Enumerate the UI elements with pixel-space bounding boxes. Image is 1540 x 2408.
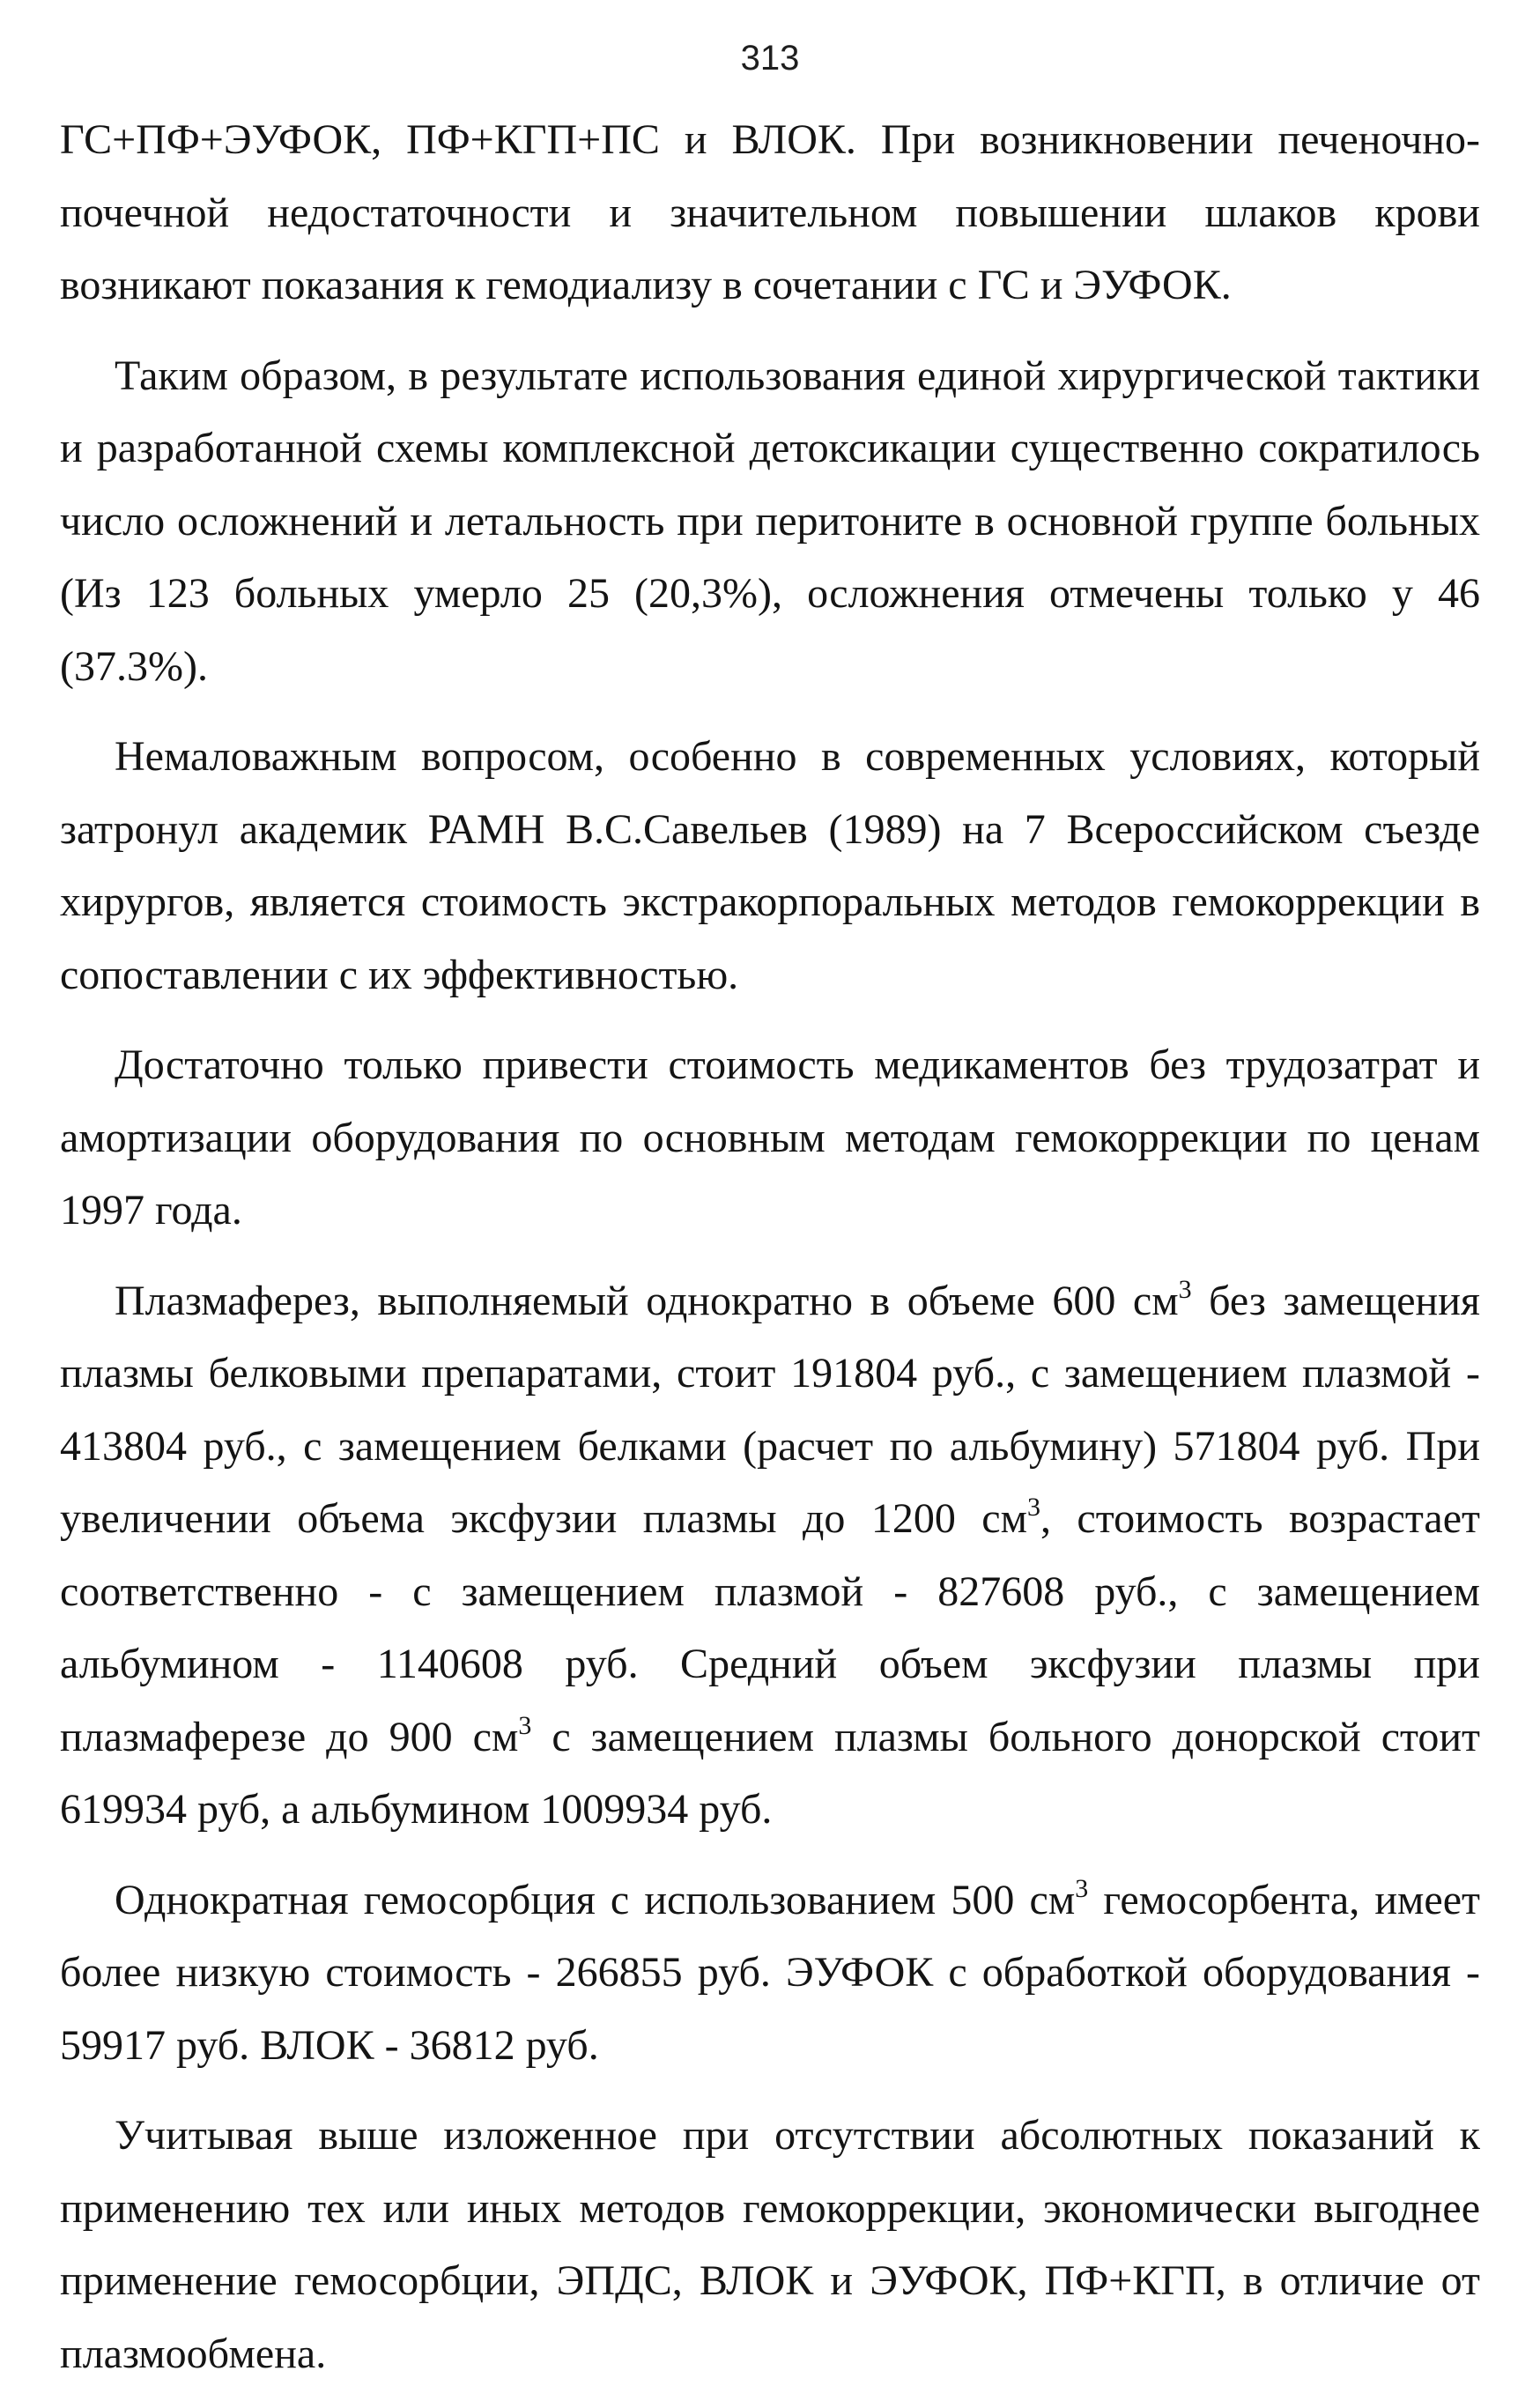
page-number: 313: [740, 39, 800, 78]
text-run: Достаточно только привести стоимость медикаментов без трудозатрат и амортизации оборудования по основным методам гемокоррекции по ценам 1997 года.: [60, 1041, 1480, 1234]
paragraph-continuation: [60, 104, 1480, 322]
paragraph-cost-issue: [60, 721, 1480, 1011]
text-run: Учитывая выше изложенное при отсутствии абсолютных показаний к применению тех или иных методов гемокоррекции, экономически выгоднее применение гемосорбции, ЭПДС, ВЛОК и ЭУФОК, ПФ+КГП, в отличие от плазмообмена.: [60, 2112, 1480, 2377]
text-run: без замещения плазмы белковыми препаратами, стоит 191804 руб., с замещением плазмой - 413804 руб., с замещением белками (расчет по альбумину) 571804 руб. При увеличении объема эксфузии плазмы до 1200 см: [60, 1277, 1481, 1542]
superscript-cubic: 3: [1075, 1873, 1089, 1903]
text-run: Таким образом, в результате использования единой хирургической тактики и разработанной схемы комплексной детоксикации существенно сократилось число осложнений и летальность при перитоните в основной группе больных (Из 123 больных умерло 25 (20,3%), осложнения отмечены только у 46 (37.3%).: [60, 352, 1480, 690]
text-run: , стоимость возрастает соответственно - с замещением плазмой - 827608 руб., с замещением альбумином - 1140608 руб. Средний объем эксфузии плазмы при плазмаферезе до 900 см: [60, 1495, 1480, 1760]
text-run: с замещением плазмы больного донорской стоит 619934 руб, а альбумином 1009934 руб.: [60, 1713, 1481, 1833]
text-run: Плазмаферез, выполняемый однократно в объеме 600 см: [115, 1277, 1179, 1324]
paragraph-hemosorption: [60, 1864, 1480, 2083]
text-run: Немаловажным вопросом, особенно в современных условиях, который затронул академик РАМН В.С.Савельев (1989) на 7 Всероссийском съезде хирургов, является стоимость экстракорпоральных методов гемокоррекции в сопоставлении с их эффективностью.: [60, 733, 1480, 998]
paragraph-plasmapheresis: [60, 1265, 1480, 1847]
superscript-cubic: 3: [518, 1710, 532, 1740]
text-run: ГС+ПФ+ЭУФОК, ПФ+КГП+ПС и ВЛОК. При возникновении печеночно-почечной недостаточности и значительном повышении шлаков крови возникают показания к гемодиализу в сочетании с ГС и ЭУФОК.: [60, 116, 1480, 308]
text-run: Однократная гемосорбция с использованием 500 см: [115, 1876, 1076, 1923]
document-body: [60, 104, 1480, 2408]
paragraph-final: [60, 2100, 1480, 2390]
superscript-cubic: 3: [1026, 1493, 1040, 1522]
text-run: гемосорбента, имеет более низкую стоимость - 266855 руб. ЭУФОК с обработкой оборудования - 59917 руб. ВЛОК - 36812 руб.: [60, 1876, 1481, 2069]
superscript-cubic: 3: [1178, 1274, 1192, 1304]
paragraph-conclusion: [60, 340, 1480, 704]
paragraph-prices-intro: [60, 1029, 1480, 1248]
